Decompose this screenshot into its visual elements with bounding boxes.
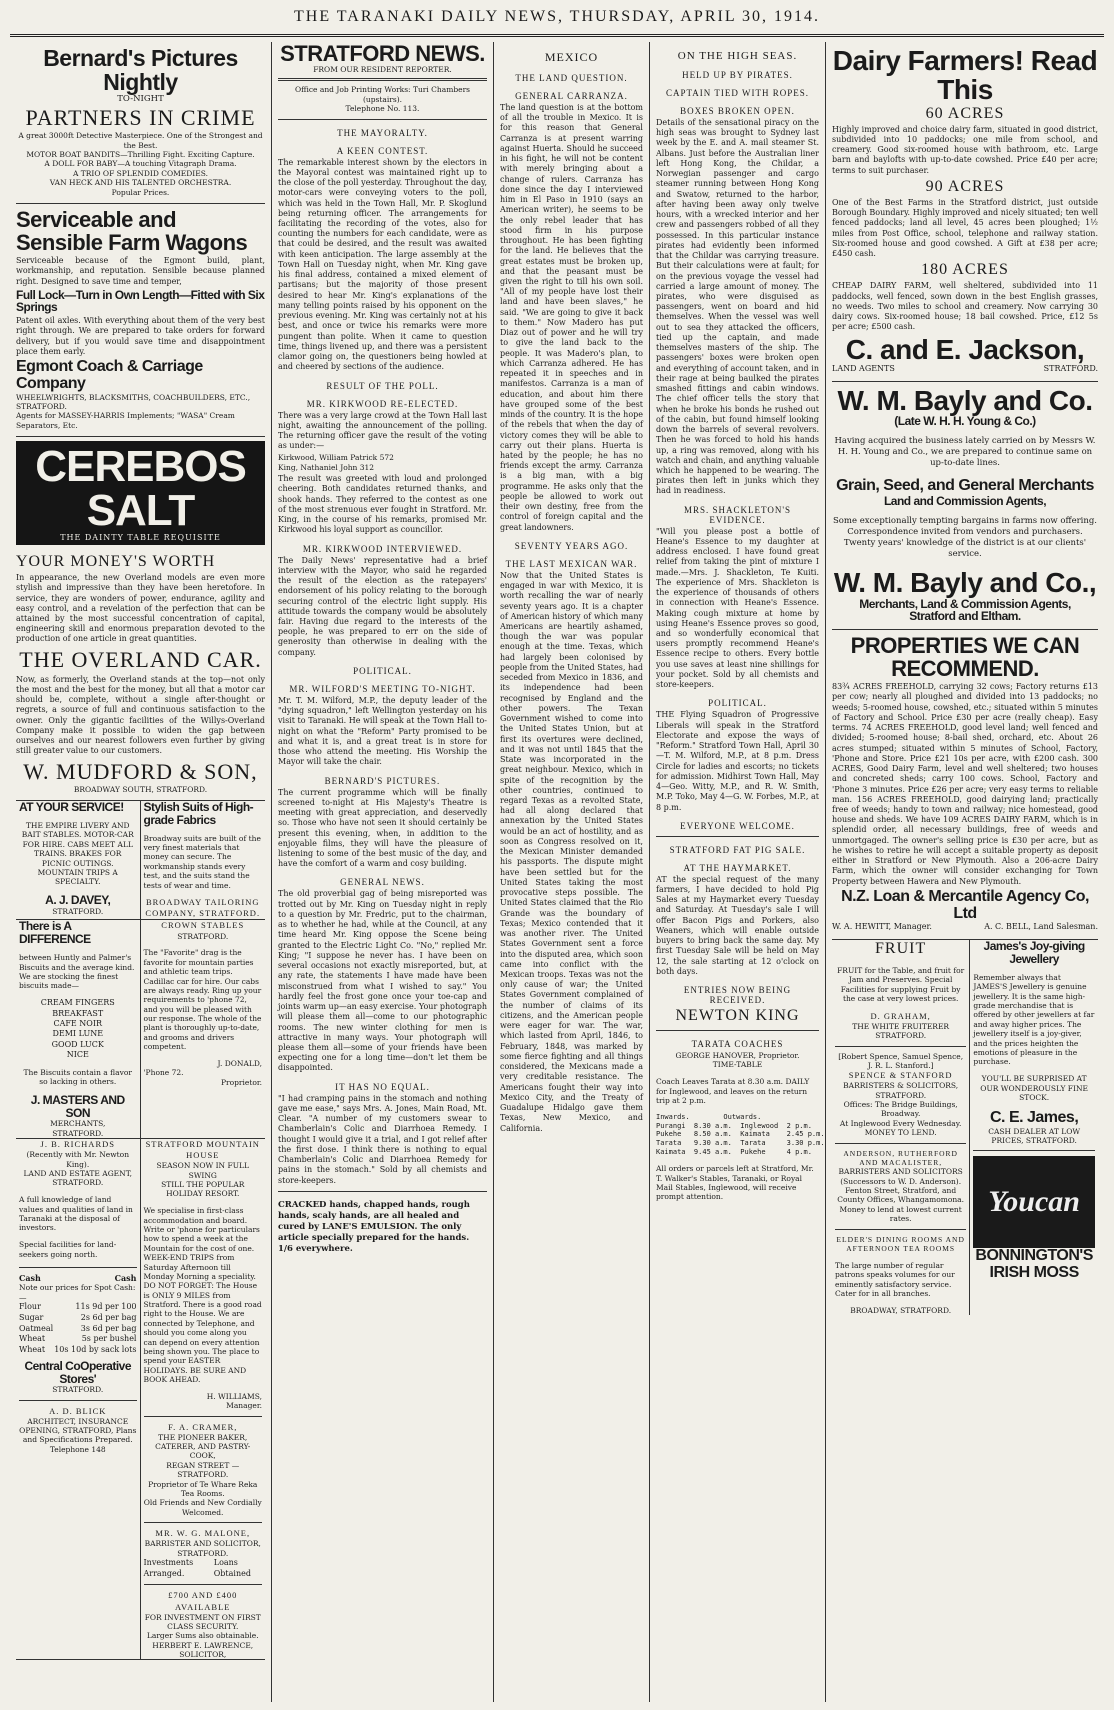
article-body: The Daily News' representative had a brief interview with the Mayor, who said he regarded the result of the election as the ratepayers' endorsement of his policy relating to the borough securing control of the electric light supply. His attitude towards the company would be absolutely fair. Having due regard to the interests of the people, he was prepared to err on the side of generosity than otherwise in dealing with the company. <box>278 555 487 657</box>
ad-title: AT YOUR SERVICE! <box>19 799 124 814</box>
ad-line: MONEY TO LEND. <box>864 1128 937 1138</box>
company-name: W. M. Bayly and Co. <box>837 384 1093 416</box>
company-name: Central CoOperative Stores' <box>24 1359 132 1386</box>
ad-body: Having acquired the business lately carried on by Messrs W. H. H. Young and Co., we are prepared to continue same on up-to-date lines. <box>834 436 1096 469</box>
cash-label: Cash <box>19 1272 41 1283</box>
article-heading: MR. KIRKWOOD INTERVIEWED. <box>302 543 463 554</box>
ad-title: Serviceable and Sensible Farm Wagons <box>16 206 248 256</box>
ad-line: VAN HECK AND HIS TALENTED ORCHESTRA. <box>49 178 232 188</box>
masthead: THE TARANAKI DAILY NEWS, THURSDAY, APRIL 30, 1914. <box>10 8 1104 37</box>
column-4-high-seas <box>650 42 826 1702</box>
ad-line: Proprietor of Te Whare Reka Tea Rooms. <box>148 1479 258 1498</box>
ad-subheading: Land and Commission Agents, <box>883 493 1047 508</box>
article-body: Mr. T. M. Wilford, M.P., the deputy leader of the "dying squadron," left Wellington yesterday on his visit to Taranaki. He will speak at the Town Hall to-night on what the "Reform" Party promised to be and what it is, and a great treat is in store for those who attend the meeting. His Worship the Mayor will take the chair. <box>278 695 487 767</box>
article-body: The current programme which will be finally screened to-night at His Majesty's Theatre is meeting with great appreciation, and deservedly so. Those who have not seen it should certainly be present this evening, when, in addition to the enjoyable films, they will have the pleasure of listening to some of the best music of the day, and have the comfort of a warm and cosy building. <box>278 787 487 869</box>
article-subheading: THE LAST MEXICAN WAR. <box>505 558 638 569</box>
ad-line: A great 3000ft Detective Masterpiece. One of the Strongest and the Best. <box>18 131 263 150</box>
article-heading: RESULT OF THE POLL. <box>326 380 439 391</box>
company-name: N.Z. Loan & Mercantile Agency Co, Ltd <box>841 887 1089 922</box>
timetable-row: Inwards. Outwards. <box>656 1112 762 1121</box>
article-body: Now that the United States is engaged in war with Mexico, it is worth recalling the war of nearly seventy years ago. It is a chapter of American history of which many Americans are heartily ashamed, though the war was popular enough at the time. Texas, which had largely been colonised by people from the United States, had seceded from Mexico in 1836, and its independence had been recognised by England and the other powers. The Texan Government wished to come into the United States Union, but at first its overtures were declined, and it was not until 1845 that the State was incorporated in the great neighbour. Mexico, which in spite of the recognition by the other countries, continued to regard Texas as a revolted State, had all along declared that annexation by the United States would be an act of hostility, and as soon as Congress resolved on it, the Mexican Minister demanded his passports. The dispute might have been settled but for the United States taking the most provocative steps possible. The United States claimed that the Rio Grande was the boundary of Texas; Mexico contended that it was another river. The United States Government sent a force into the disputed area, which soon came into conflict with the Mexican troops. Texas was not the only cause of war; the United States Government complained of the number of claims of its citizens, and the American people were eager for war. The war, which lasted from April, 1846, to February, 1848, was marked by some fierce fighting and all things considered, the Mexicans made a very creditable resistance. The Americans fought their way into Mexico City, and the Treaty of Guadalupe Hidalgo gave them Texas, New Mexico, and California. <box>500 570 643 1133</box>
farm-wagons-ad <box>16 204 265 437</box>
crown-stables-ad <box>141 920 266 1138</box>
ad-body: We specialise in first-class accommodation and board. Write or 'phone for particulars how to spend a week at the Mountain for the cost of one. WEEK-END TRIPS from Saturday Afternoon till Monday Morning a speciality. DO NOT FORGET: The House is ONLY 9 MILES from Stratford. There is a good road right to the House. We are connected by Telephone, and should you come along you can depend on every attention being shown you. The place to spend your EASTER HOLIDAYS. BE SURE AND BOOK AHEAD. <box>143 1206 262 1385</box>
ad-line: MOTOR BOAT BANDITS—Thrilling Fight. Exciting Capture. <box>26 150 255 160</box>
ad-line: STRATFORD. <box>52 1128 104 1138</box>
ad-line: BARRISTERS & SOLICITORS, STRATFORD. <box>843 1081 959 1100</box>
ad-line: A DOLL FOR BABY—A touching Vitagraph Drama. <box>44 159 237 169</box>
company-name: Egmont Coach & Carriage Company <box>16 357 203 392</box>
column-2-stratford-news <box>272 42 494 1702</box>
bayly-ad <box>832 382 1098 630</box>
ad-stack <box>970 940 1098 1315</box>
article-heading: BERNARD'S PICTURES. <box>324 775 441 786</box>
list-item: DEMI LUNE <box>52 1029 104 1039</box>
ad-line: WHEELWRIGHTS, BLACKSMITHS, COACHBUILDERS, ETC., STRATFORD. <box>16 392 251 411</box>
ad-title: YOUR MONEY'S WORTH <box>16 553 216 571</box>
price-item: Flour <box>19 1302 41 1312</box>
ad-line: Money to lend at lowest current rates. <box>839 1204 962 1224</box>
company-name: MR. W. G. MALONE, <box>155 1528 251 1539</box>
ad-body: Now, as formerly, the Overland stands at the top—not only the most and the best for the money, but all that a motor car should be, complete, without a single after-thought or regrets, a source of full and continuous satisfaction to the owner. Only the gigantic facilities of the Willys-Overland Company make it possible to widen the gap between ourselves and our nearest followers even further by giving still greater value to our customers. <box>16 674 265 756</box>
ad-line: [Robert Spence, Samuel Spence, J. R. L. Stanford.] <box>838 1051 964 1070</box>
ad-subheading: 60 ACRES <box>925 104 1005 122</box>
ad-body: Highly improved and choice dairy farm, situated in good district, subdivided into 10 paddocks; one mile from school, and creamery. Good six-roomed house with bathroom, etc. Large barn and baylofts with up-to-date cowshed. Price £40 per acre; terms to suit purchaser. <box>832 124 1098 175</box>
company-name: J. MASTERS AND SON <box>30 1093 125 1120</box>
ad-pair <box>832 940 1098 1315</box>
ad-body: CHEAP DAIRY FARM, well sheltered, subdivided into 11 paddocks, well fenced, sown down in the best English grasses, no weeds. Two miles to school and creamery. Now carrying 30 dairy cows. Six-roomed house; 18 bail cowshed. Price, £12 5s per acre; £500 cash. <box>832 281 1098 332</box>
richards-ad <box>16 1139 141 1659</box>
ad-subtitle: TO-NIGHT <box>117 94 164 105</box>
ad-subheading: 90 ACRES <box>925 177 1005 195</box>
ad-body: All orders or parcels left at Stratford, Mr. T. Walker's Stables, Taranaki, or Royal Mail Stables, Inglewood, will receive prompt attention. <box>656 1164 814 1202</box>
price-value: 3s 6d per bag <box>80 1323 137 1333</box>
biscuit-list <box>19 998 137 1060</box>
ad-line: At Inglewood Every Wednesday. <box>839 1118 962 1128</box>
company-name: W. MUDFORD & SON, <box>23 758 258 784</box>
ad-line: STRATFORD. <box>52 906 104 916</box>
ad-line: BROADWAY SOUTH, STRATFORD. <box>73 784 208 794</box>
article-heading: THE MAYORALTY. <box>337 127 428 138</box>
ad-body: The "Favorite" drag is the favorite for mountain parties and athletic team trips. Cadillac car for hire. Our cabs are always ready. Ring up your requirements to 'phone 72, and you will be pleased with our response. The whole of the plant is thoroughly up-to-date, and grooms and drivers competent. <box>143 948 262 1052</box>
ad-line: Larger Sums also obtainable. <box>146 1631 259 1641</box>
price-value: 5s per bushel <box>81 1334 137 1344</box>
ad-line: Telephone 148 <box>49 1444 106 1454</box>
article-heading: STRATFORD FAT PIG SALE. <box>669 844 806 855</box>
ad-title: PROPERTIES WE CAN RECOMMEND. <box>850 633 1080 682</box>
article-subheading: ENTRIES NOW BEING RECEIVED. <box>683 985 792 1006</box>
ad-body: Patent oil axles. With everything about them of the very best right through. We are prepared to take orders for forward delivery, but if you would save time and disappointment place them early. <box>16 316 265 356</box>
price-value: 10s 10d by sack lots <box>54 1345 137 1355</box>
ad-line: REGAN STREET — STRATFORD. <box>166 1460 240 1480</box>
ad-body: One of the Best Farms in the Stratford district, just outside Borough Boundary. Highly improved and nicely situated; ten well fenced paddocks; land all level, 45 acres been ploughed; 1½ miles from Post Office, school, telephone and railway station. Six-roomed house and good cowshed. A Gift at £38 per acre; £450 cash. <box>832 197 1098 259</box>
ad-pair <box>16 801 265 921</box>
ad-body: FRUIT for the Table, and fruit for Jam and Preserves. Special Facilities for supplying Fruit by the case at very lowest prices. <box>837 965 965 1003</box>
ad-subheading: 180 ACRES <box>921 261 1009 279</box>
cash-heading <box>19 1273 137 1284</box>
article-body: "Will you please post a bottle of Heane's Essence to my daughter at address enclosed. I have found great relief from taking the pint of mixture I made.—Mrs. J. Shackleton, Te Kuiti. The experience of Mrs. Shackleton is the experience of thousands of others in connection with Heane's Essence. Making cough mixture at home by using Heane's Essence proves so good, and so wonderfully economical that users promptly recommend Heane's Essence recipe to others. Every bottle you use saves at least nine shillings for your pocket. Sold by all chemists and store-keepers. <box>656 526 819 690</box>
brand-name: CEREBOS SALT <box>35 442 246 536</box>
ad-subheading: Grain, Seed, and General Merchants <box>836 476 1094 494</box>
ad-body: The large number of regular patrons speaks volumes for our eminently satisfactory service. Cater for in all branches. <box>835 1260 955 1298</box>
article-subheading: GENERAL CARRANZA. <box>515 91 628 101</box>
ad-line: STRATFORD. <box>1043 363 1098 373</box>
ad-line: Popular Prices. <box>111 187 170 197</box>
price-row <box>19 1334 137 1345</box>
ad-line: Old Friends and New Cordially Welcomed. <box>143 1498 262 1517</box>
article-body: Details of the sensational piracy on the high seas was brought to Sydney last week by the E. and A. mail steamer St. Albans. Just before the Australian liner left Hong Kong, the Childar, a Norwegian passenger and cargo steamer running between Hong Kong and Swatow, returned to the harbor, after having been away only twelve hours, with a wrecked interior and her crew and passengers robbed of all they possessed. In this particular instance pirates had evidently been informed that the Childar was carrying treasure. But their calculations were at fault; for on the previous voyage the vessel had carried a large amount of money. The pirates, who were disguised as passengers, went on board and hid themselves. When the vessel was well out to sea they attacked the officers, tied up the captain, and made themselves masters of the ship. The passengers' boxes were broken open and everything of account taken, and in their rage at being baulked the pirates smashed fittings and cabin windows. The chief officer tells the story that when he broke his bonds he rushed out of the cabin, but found himself looking down the barrels of several revolvers. Then he was forced to hold his hands up, a ring was removed, along with his watch and chain, and anything valuable which he happened to be wearing. The pirates then left in junks which they had in readiness. <box>656 118 819 496</box>
ad-title: £700 AND £400 AVAILABLE <box>168 1590 238 1612</box>
company-name: SPENCE & STANFORD <box>848 1070 953 1081</box>
office-line: Office and Job Printing Works: Turi Chambers (upstairs). <box>294 85 470 104</box>
ad-line: THE PIONEER BAKER, CATERER, AND PASTRY-COOK, <box>155 1432 251 1461</box>
ad-title: Dairy Farmers! Read This <box>832 45 1098 106</box>
ad-line: A. C. BELL, Land Salesman. <box>984 922 1098 932</box>
ad-line: (Late W. H. H. Young & Co.) <box>894 414 1036 429</box>
ad-line: BROADWAY, STRATFORD. <box>850 1305 952 1315</box>
ad-title: CROWN STABLES <box>161 920 245 931</box>
ad-stack <box>832 940 970 1315</box>
ad-body: Coach Leaves Tarata at 8.30 a.m. DAILY for Inglewood, and leaves on the return trip at 2 p.m. <box>656 1077 810 1106</box>
column-3-mexico <box>494 42 650 1702</box>
company-name: A. D. BLICK <box>49 1405 107 1416</box>
overland-car-ad <box>16 549 265 801</box>
timetable-row: Kaimata 9.45 a.m. Pukehe 4 p.m. <box>656 1147 812 1156</box>
article-heading: POLITICAL. <box>708 698 767 709</box>
telephone-line: Telephone No. 113. <box>345 104 420 114</box>
lanes-emulsion-ad: CRACKED hands, chapped hands, rough hands, scaly hands, are all healed and cured by LANE'S EMULSION. The only article specially prepared for the hands. 1/6 everywhere. <box>278 1200 470 1255</box>
company-name: ANDERSON, RUTHERFORD AND MACALISTER, <box>843 1148 958 1167</box>
ad-line: Loans Obtained <box>213 1557 251 1578</box>
company-name: C. E. James, <box>990 1108 1079 1126</box>
price-row <box>19 1324 137 1335</box>
list-item: GOOD LUCK <box>51 1039 104 1049</box>
brand-tagline: THE DAINTY TABLE REQUISITE <box>60 533 221 543</box>
poll-result: Kirkwood, William Patrick 572 <box>278 453 394 463</box>
ad-line: Fenton Street, Stratford, and County Offices, Whangamomona. <box>837 1186 965 1205</box>
timetable-row: Purangi 8.30 a.m. Inglewood 2 p.m. <box>656 1121 812 1130</box>
section-title: STRATFORD NEWS. <box>280 42 485 66</box>
ad-row <box>832 922 1098 933</box>
ad-line: Agents for MASSEY-HARRIS Implements; "WASA" Cream Separators, Etc. <box>16 411 235 430</box>
ad-row <box>832 364 1098 375</box>
ad-line: Stratford and Eltham. <box>909 609 1021 624</box>
ad-line: Investments Arranged. <box>143 1557 194 1578</box>
article-subheading: MR. WILFORD'S MEETING TO-NIGHT. <box>289 683 476 694</box>
price-item: Oatmeal <box>19 1323 54 1333</box>
company-name: C. and E. Jackson, <box>845 333 1085 365</box>
biscuits-ad <box>16 920 141 1138</box>
ad-title: James's Joy-giving Jewellery <box>983 939 1085 966</box>
ad-line: STRATFORD. <box>52 1178 104 1188</box>
ad-body: THE EMPIRE LIVERY AND BAIT STABLES. MOTOR-CAR FOR HIRE. CABS MEET ALL TRAINS. BRAKES FOR PICNIC OUTINGS. MOUNTAIN TRIPS A SPECIALTY. <box>21 821 134 887</box>
ad-subheading: THE OVERLAND CAR. <box>19 646 262 672</box>
price-row <box>19 1313 137 1324</box>
article-body: The result was greeted with loud and prolonged cheering. Both candidates returned thanks, and shook hands. They referred to the contest as one of the most strenuous ever fought in Stratford. Mr. King, in the course of his remarks, promised Mr. Kirkwood his loyal support as councillor. <box>278 474 487 535</box>
ad-line: W. A. HEWITT, Manager. <box>832 922 932 932</box>
article-body: THE Flying Squadron of Progressive Liberals will speak in the Stratford Electorate and expose the ways of "Reform." Stratford Town Hall, April 30—T. M. Wilford, M.P., at 8 p.m. Dress Circle for ladies and escorts; no tickets for admission. Midhirst Town Hall, May 4—Geo. Witty, M.P., and R. W. Smith, M.P. Toko, May 4—G. W. Forbes, M.P., at 8 p.m. <box>656 710 819 812</box>
ad-line: STRATFORD. <box>177 1548 229 1558</box>
ad-line: H. WILLIAMS, <box>206 1391 262 1401</box>
list-item: NICE <box>66 1050 89 1060</box>
timetable-row: Pukehe 8.50 a.m. Kaimata 2.45 p.m. <box>656 1130 825 1139</box>
ad-line: STRATFORD. <box>875 1031 927 1041</box>
price-item: Wheat <box>19 1345 46 1355</box>
article-heading: MEXICO <box>544 50 599 64</box>
ad-line: (Recently with Mr. Newton King). <box>26 1150 130 1169</box>
ad-body: In appearance, the new Overland models are even more stylish and impressive than they have been heretofore. In service, they are wonders of power, endurance, agility and easy control, and a revelation of the perfection that can be attained by the most successful concentration of capital, engineering skill and enormous preparation devoted to the production of one article in great quantities. <box>16 573 265 644</box>
list-item: CREAM FINGERS <box>40 998 115 1008</box>
ad-line: A TRIO OF SPLENDID COMEDIES. <box>72 168 208 178</box>
columns <box>10 42 1104 1702</box>
cash-label: Cash <box>114 1272 137 1283</box>
ad-pair <box>16 1139 265 1660</box>
ad-title: ELDER'S DINING ROOMS AND AFTERNOON TEA ROOMS <box>836 1234 965 1253</box>
ad-body: YOU'LL BE SURPRISED AT OUR WONDEROUSLY FINE STOCK. <box>980 1074 1088 1102</box>
company-name: D. GRAHAM, <box>870 1010 931 1021</box>
ad-subheading: Full Lock—Turn in Own Length—Fitted with Six Springs <box>16 287 265 315</box>
ad-line: THE WHITE FRUITERER <box>852 1021 950 1031</box>
ad-line: (Successors to W. D. Anderson). <box>840 1176 962 1186</box>
ad-line: LAND AND ESTATE AGENT, <box>23 1169 133 1178</box>
nz-loan-ad <box>832 630 1098 940</box>
ad-body: Special facilities for land-seekers going north. <box>19 1240 117 1259</box>
ad-body: The Biscuits contain a flavor so lacking in others. <box>23 1068 132 1087</box>
article-heading: MRS. SHACKLETON'S EVIDENCE. <box>684 504 791 525</box>
section-subtitle: FROM OUR RESIDENT REPORTER. <box>313 65 452 75</box>
article-subheading: AT THE HAYMARKET. <box>683 862 792 873</box>
article-subheading: THE LAND QUESTION. <box>515 73 628 83</box>
ad-title: J. B. RICHARDS <box>40 1139 115 1150</box>
ad-line: STILL THE POPULAR HOLIDAY RESORT. <box>161 1180 245 1199</box>
bernards-pictures-ad <box>16 42 265 204</box>
article-body: "I had cramping pains in the stomach and nothing gave me ease," says Mrs. A. Jones, Main Road, Mt. Clear. "A number of my customers swear to Chamberlain's Colic and Diarrhoea Remedy. I thought I would give it a trial, and I got relief after the first dose. I think there is nothing to equal Chamberlain's Colic and Diarrhoea Remedy for pains in the stomach." Sold by all chemists and store-keepers. <box>278 1093 487 1185</box>
ad-line: HERBERT E. LAWRENCE, SOLICITOR, <box>152 1640 254 1660</box>
ad-line: Offices: The Bridge Buildings, Broadway. <box>843 1100 958 1119</box>
article-body: The remarkable interest shown by the electors in the Mayoral contest was maintained right up to the close of the poll yesterday. Throughout the day, motor-cars were conveying voters to the poll, which was held in the Town Hall, Mr. P. Skoglund being returning officer. The arrangements for facilitating the recording of the votes, also for counting the numbers for each candidate, were as that could be desired, and the result was awaited with keen anticipation. The large assembly at the Town Hall on Tuesday night, when Mr. King gave his final address, contained a mixed element of partisans; but the majority of those present desired to hear Mr. King's explanations of the many telling points raised by his opponent on the previous evening. Mr. King was certainly not at his best, and once or twice his remarks were more pungent than polite. When it came to question time, things livened up, and there was a persistent clamor going on, the questioners being howled at and cheered by sections of the audience. <box>278 157 487 372</box>
company-name: F. A. CRAMER, <box>168 1421 238 1432</box>
ad-line: Proprietor. <box>220 1077 262 1087</box>
article-heading: TARATA COACHES <box>691 1039 784 1050</box>
article-body: There was a very large crowd at the Town Hall last night, awaiting the announcement of the polling. The returning officer gave the result of the voting as under:— <box>278 410 487 451</box>
article-subheading: HELD UP BY PIRATES. <box>682 70 793 80</box>
article-subheading: CAPTAIN TIED WITH ROPES. <box>666 88 809 98</box>
price-row <box>19 1302 137 1313</box>
davey-stables-ad <box>16 801 141 920</box>
article-body: The old proverbial gag of being misreported was trotted out by Mr. King on Tuesday night in reply to a question by Mr. Fredric, put to the chairman, as to whether he had, while at the Council, at any time heard Mr. King oppose the Scene being granted to the Electric Light Co. "No," replied Mr. King; "I suppose he never has. I have been on several occasions not exactly misreported, but, at any rate, the statements I have made have been misconstrued from what I wished to say." You hardly feel the frost gone once your toe-cap and joints warm up—an easy exercise. Your photograph will please them all—come to our photographic rooms. The new winter clothing for men is attractive in many ways. Your photograph will please them all—some of your friends have been expecting one for a long time—don't let them be disappointed. <box>278 889 487 1073</box>
mountain-house-ad <box>141 1139 266 1659</box>
ad-line: CASH DEALER AT LOW PRICES, STRATFORD. <box>988 1126 1081 1145</box>
ad-line: BARRISTER AND SOLICITOR, <box>144 1539 261 1549</box>
article-body: The land question is at the bottom of all the trouble in Mexico. It is for this reason that General Carranza is at present warring against Huerta. Should he succeed in his fight, he will not be content with merely bringing about a change of rulers. Carranza has done since the day I interviewed him in El Paso in 1910 (says an American writer), he seems to be the only rebel leader that has stood firm in his purpose throughout. He has been fighting for the land. He believes that the great estates must be broken up, and that the peasant must be given the right to till his own soil. "All of my people have lost their land and have been slaves," he said. "We are going to give it back to them." Now Madero has put Diaz out of power and he will try to give the land back to the people. It was Madero's plan, to which Carranza adhered. He has repeated it in speeches and in manifestos. Carranza is a man of education, and about him there have grouped some of the best minds of the country. It is the hope of the rebels that when the day of victory comes they will be able to carry out their plans. Huerta is hated by the people; he has no friends except the army. Carranza is a big man, with a big programme. He asks only that the people be allowed to work out their own destiny, free from the control of foreign capital and the great landowners. <box>500 103 643 532</box>
ad-line: STRATFORD. <box>52 1385 104 1395</box>
company-name: W. M. Bayly and Co., <box>833 567 1097 599</box>
list-item: CAFE NOIR <box>53 1018 103 1028</box>
ad-line: J. DONALD, <box>217 1059 262 1069</box>
company-name: NEWTON KING <box>675 1007 800 1025</box>
price-item: Sugar <box>19 1312 44 1322</box>
company-name: A. J. DAVEY, <box>45 893 111 908</box>
ad-title: Bernard's Pictures Nightly <box>43 45 238 96</box>
ad-row <box>144 1558 263 1580</box>
ad-body: Remember always that JAMES'S Jewellery is genuine jewellery. It is the same high-grade merchandise that is offered by other jewellers at far and away higher prices. The jewellery itself is a joy-giver, and the prices heighten the emotions of pleasure in the purchase. <box>973 972 1095 1067</box>
ad-line: Merchants, Land & Commission Agents, <box>859 596 1071 611</box>
ad-body: Broadway suits are built of the very finest materials that money can secure. The workmanship stands every test, and the suits stand the tests of wear and time. <box>143 833 261 890</box>
price-value: 2s 6d per bag <box>80 1312 137 1322</box>
timetable-row: Tarata 9.30 a.m. Tarata 3.30 p.m. <box>656 1139 825 1148</box>
ad-body: between Huntly and Palmer's Biscuits and the average kind. We are stocking the finest biscuits made— <box>19 953 135 991</box>
youcan-logo: Youcan <box>973 1156 1095 1248</box>
ad-line: STRATFORD. <box>177 931 229 941</box>
article-heading: GENERAL NEWS. <box>340 877 425 888</box>
company-name: BROADWAY TAILORING COMPANY, STRATFORD. <box>145 897 261 919</box>
ad-line: TIME-TABLE <box>712 1060 763 1070</box>
irish-moss-brand: BONNINGTON'S IRISH MOSS <box>975 1247 1093 1282</box>
feature-title: PARTNERS IN CRIME <box>25 105 256 131</box>
article-subheading: A KEEN CONTEST. <box>336 145 429 156</box>
article-heading: SEVENTY YEARS AGO. <box>514 540 629 551</box>
price-item: Wheat <box>19 1334 46 1344</box>
ad-line: LAND AGENTS <box>832 363 895 373</box>
cerebos-salt-ad <box>16 441 265 545</box>
ad-body: 83¾ ACRES FREEHOLD, carrying 32 cows; Factory returns £13 per cow; nearly all ploughed and divided into 13 paddocks; no weeds; 5-roomed house, cowshed, etc.; situated within 5 minutes of Factory and School. Price £30 per acre (really cheap). Easy terms. 74 ACRES FREEHOLD, good level land; well fenced and divided; 5-roomed house; 8-bail shed, orchard, etc. About 26 acres stumped; situated within 5 minutes of School, Factory, 'Phone and Store. Price £21 10s per acre, with £200 cash. 300 ACRES, Good Dairy Farm, level and well sheltered; two houses and concreted sheds; carry 100 cows. School, Factory and 'Phone 3 minutes. Price £26 per acre; very easy terms to reliable man. 156 ACRES FREEHOLD, good dairying land; practically free of weeds; handy to town and railway; nice homestead, good house and sheds. We have 109 ACRES DAIRY FARM, which is in splendid order, all necessary buildings, free of weeds and unmortgaged. The owner's selling price is £30 per acre, but as he wishes to retire he will accept a suitable property as deposit either in Stratford or New Plymouth. Also a 206-acre Dairy Farm, which the owner will consider exchanging for Town Property between Hawera and New Plymouth. <box>832 682 1098 886</box>
ad-title: FRUIT <box>875 940 927 958</box>
price-value: 11s 9d per 100 <box>75 1302 137 1312</box>
article-heading: POLITICAL. <box>353 665 412 676</box>
ad-line: Note our prices for Spot Cash:— <box>19 1283 136 1302</box>
ad-pair <box>16 920 265 1139</box>
ad-line: BARRISTERS AND SOLICITORS <box>838 1167 963 1177</box>
ad-title: STRATFORD MOUNTAIN HOUSE <box>145 1139 260 1161</box>
price-row <box>19 1345 137 1356</box>
poll-result: King, Nathaniel John 312 <box>278 462 375 472</box>
ad-line: SEASON NOW IN FULL SWING <box>156 1161 249 1180</box>
ad-title: Stylish Suits of High-grade Fabrics <box>143 799 254 827</box>
article-heading: EVERYONE WELCOME. <box>680 820 795 831</box>
article-body: AT the special request of the many farmers, I have decided to hold Pig Sales at my Haymarket every Tuesday and Saturday. At Tuesday's sale I will offer Bacon Pigs and Porkers, also Weaners, which will enable outside buyers to bring back the same day. My first Tuesday Sale will be held on May 12, the sale starting at 12 o'clock on both days. <box>656 874 819 976</box>
jackson-land-ad <box>832 42 1098 382</box>
ad-line: Manager. <box>226 1401 262 1411</box>
ad-line: GEORGE HANOVER, Proprietor. <box>675 1051 800 1061</box>
article-heading: IT HAS NO EQUAL. <box>335 1081 430 1092</box>
ad-line: 'Phone 72. <box>143 1068 184 1078</box>
ad-body: Serviceable because of the Egmont build, plant, workmanship, and reputation. Sensible because planned right. Designed to save time and temper, <box>16 256 265 286</box>
ad-line: MERCHANTS, <box>50 1119 106 1129</box>
list-item: BREAKFAST <box>52 1008 104 1018</box>
broadway-tailoring-ad <box>141 801 266 920</box>
ad-line: ARCHITECT, INSURANCE OPENING, STRATFORD, Plans and Specifications Prepared. <box>19 1416 137 1445</box>
ad-title: There is A DIFFERENCE <box>19 919 91 947</box>
column-5-advertisements <box>826 42 1104 1702</box>
ad-line: FOR INVESTMENT ON FIRST CLASS SECURITY. <box>144 1612 261 1631</box>
article-heading: ON THE HIGH SEAS. <box>677 50 798 62</box>
ad-body: A full knowledge of land values and qualities of land in Taranaki at the disposal of investors. <box>19 1195 133 1233</box>
column-1-advertisements <box>10 42 272 1702</box>
ad-body: Some exceptionally tempting bargains in farms now offering. Correspondence invited from vendors and purchasers. Twenty years' knowledge of the district is at our clients' service. <box>832 515 1097 559</box>
article-subheading: BOXES BROKEN OPEN. <box>680 106 795 116</box>
article-subheading: MR. KIRKWOOD RE-ELECTED. <box>306 398 459 409</box>
